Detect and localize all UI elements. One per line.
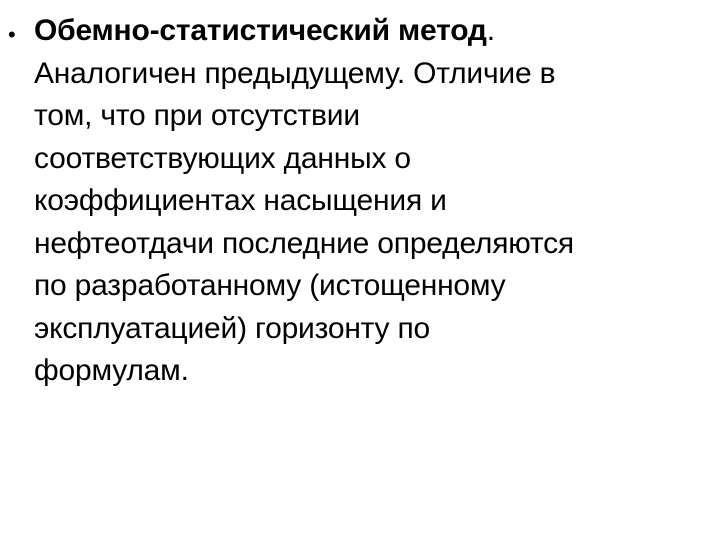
bullet-item xyxy=(8,10,698,393)
text-line: том, что при отсутствии xyxy=(34,99,360,132)
bullet-icon: • xyxy=(8,22,16,47)
bullet-text xyxy=(34,10,698,393)
text-line: эксплуатацией) горизонту по xyxy=(34,311,431,345)
lead-line xyxy=(34,10,698,53)
text-line: соответствующих данных о xyxy=(34,141,411,175)
lead-punctuation: . xyxy=(486,14,495,47)
text-line: коэффициентах насыщения и xyxy=(34,184,447,217)
method-title: Обемно-статистический метод xyxy=(34,14,487,47)
text-line: по разработанному (истощенному xyxy=(34,269,506,302)
text-line: Аналогичен предыдущему. Отличие в xyxy=(34,56,556,90)
text-line: формулам. xyxy=(34,354,189,387)
text-line: нефтеотдачи последние определяются xyxy=(34,226,574,260)
